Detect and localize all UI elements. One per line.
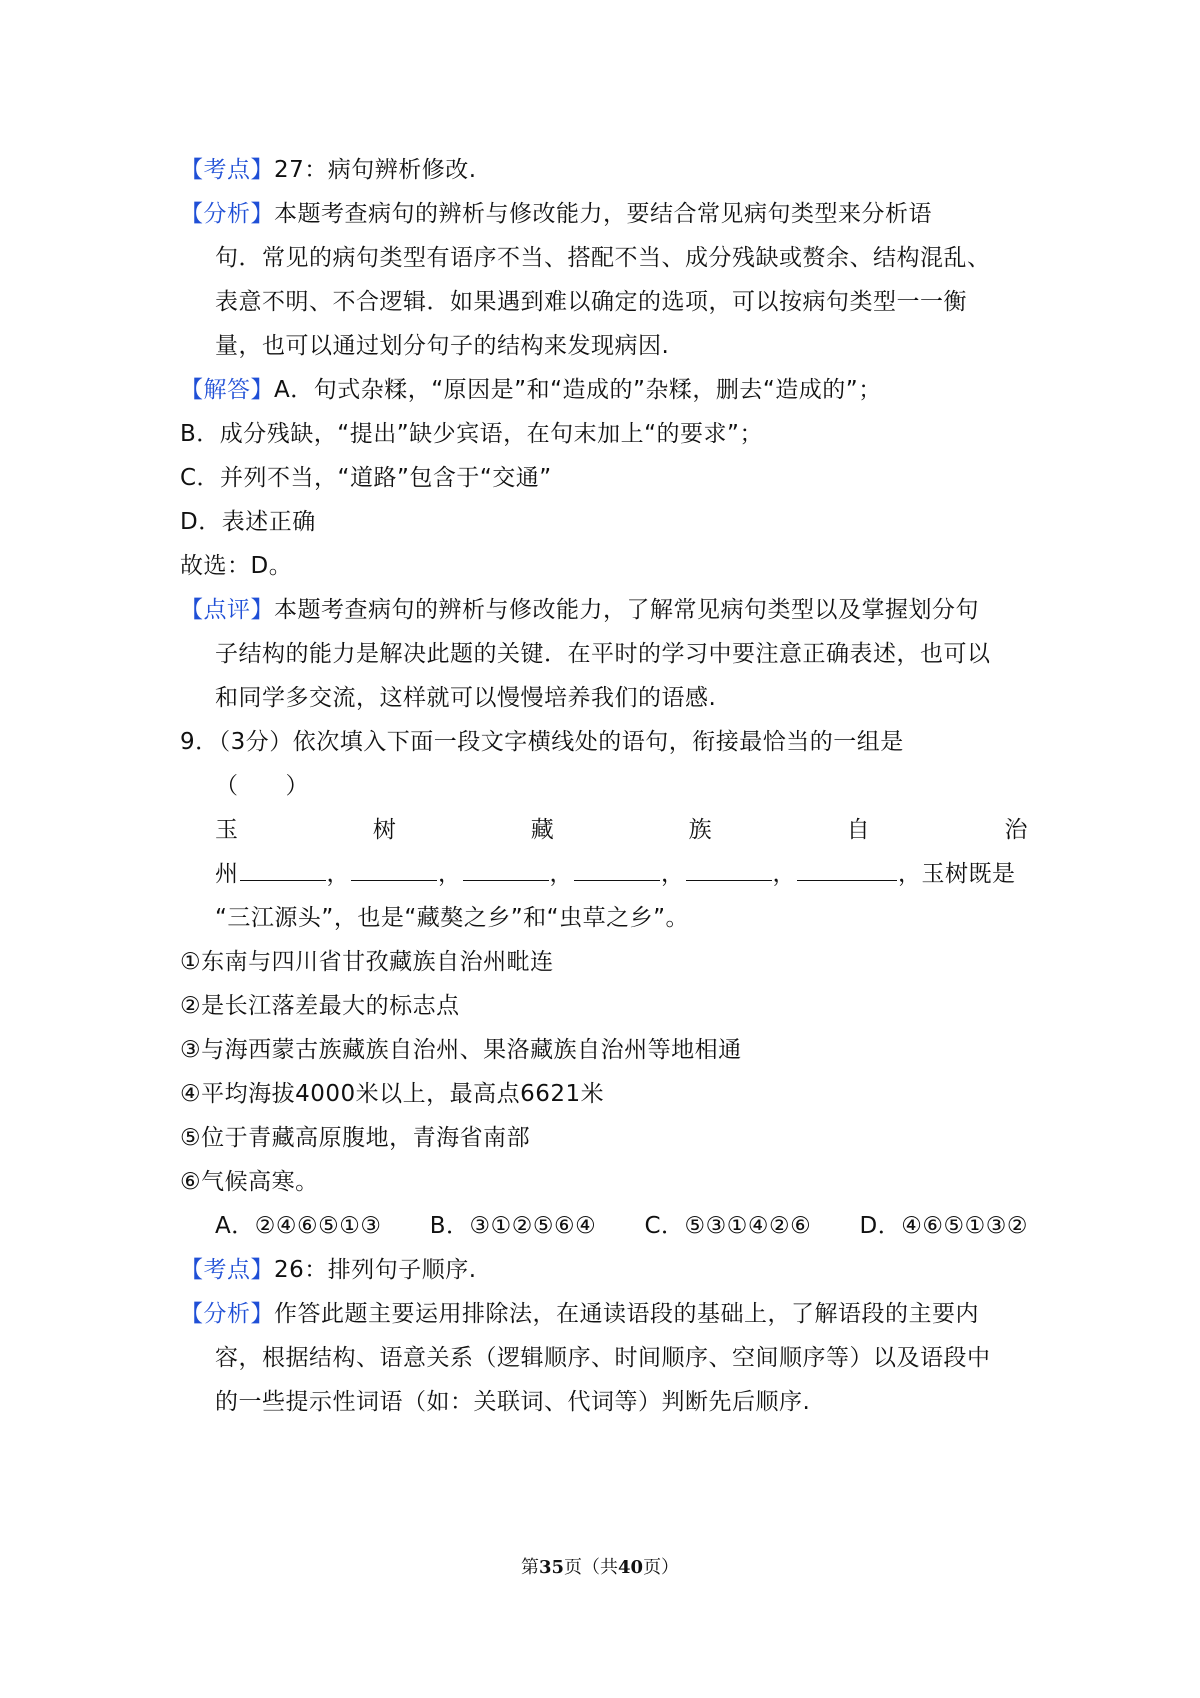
fenxi-line-3 [215, 278, 1028, 326]
fenxi-2-line-2 [215, 1334, 1028, 1382]
dianping-tag-1: 【点评】 [180, 597, 274, 623]
dianping-text-1-2: 和同学多交流，这样就可以慢慢培养我们的语感. [215, 685, 717, 711]
fenxi-text-1-1: 句．常见的病句类型有语序不当、搭配不当、成分残缺或赘余、结构混乱、 [215, 245, 991, 271]
jieda-line-answer [180, 542, 1028, 590]
kaodian-tag-1: 【考点】 [180, 157, 274, 183]
jieda-d-text: D．表述正确 [180, 509, 316, 535]
fenxi-line-4 [215, 322, 1028, 370]
question-9-paren-text: （ ） [215, 773, 309, 799]
passage-separator: ， [438, 861, 462, 887]
passage-line-2-end: ，玉树既是 [898, 861, 1016, 887]
dianping-text-1-0: 本题考查病句的辨析与修改能力，了解常见病句类型以及掌握划分句 [274, 597, 979, 623]
passage-line-2-start: 州 [215, 861, 239, 887]
passage-separator: ， [661, 861, 685, 887]
answer-blank-4[interactable] [574, 854, 660, 881]
passage-char: 自 [846, 817, 871, 843]
current-page-number: 35 [538, 1557, 564, 1578]
passage-line-2 [215, 850, 1028, 898]
jieda-line-b [180, 410, 1028, 458]
fenxi-2-line-3 [215, 1378, 1028, 1426]
item-2 [180, 982, 1028, 1030]
passage-separator: ， [326, 861, 350, 887]
answer-blank-2[interactable] [351, 854, 437, 881]
footer-middle: 页（共 [564, 1557, 618, 1578]
option-b[interactable]: B．③①②⑤⑥④ [429, 1213, 597, 1239]
item-6-text: ⑥气候高寒。 [180, 1169, 319, 1195]
total-page-count: 40 [618, 1557, 644, 1578]
jieda-tag-1: 【解答】 [180, 377, 274, 403]
answer-blank-5[interactable] [686, 854, 772, 881]
kaodian-text-1: 27：病句辨析修改. [274, 157, 477, 183]
dianping-line-1 [180, 586, 1028, 634]
fenxi-text-2-0: 作答此题主要运用排除法，在通读语段的基础上，了解语段的主要内 [274, 1301, 979, 1327]
item-4 [180, 1070, 1028, 1118]
answer-blank-6[interactable] [797, 854, 897, 881]
fenxi-text-1-3: 量，也可以通过划分句子的结构来发现病因. [215, 333, 670, 359]
kaodian-text-2: 26：排列句子顺序. [274, 1257, 477, 1283]
fenxi-text-1-2: 表意不明、不合逻辑．如果遇到难以确定的选项，可以按病句类型一一衡 [215, 289, 967, 315]
dianping-line-2 [215, 630, 1028, 678]
answer-blank-1[interactable] [240, 854, 326, 881]
passage-separator: ， [549, 861, 573, 887]
footer-prefix: 第 [520, 1557, 539, 1578]
jieda-line-d [180, 498, 1028, 546]
dianping-line-3 [215, 674, 1028, 722]
question-9-paren [215, 762, 1028, 810]
option-c[interactable]: C．⑤③①④②⑥ [644, 1213, 812, 1239]
dianping-text-1-1: 子结构的能力是解决此题的关键．在平时的学习中要注意正确表述，也可以 [215, 641, 991, 667]
item-6 [180, 1158, 1028, 1206]
jieda-b-text: B．成分残缺，“提出”缺少宾语，在句末加上“的要求”； [180, 421, 763, 447]
fenxi-text-1-0: 本题考查病句的辨析与修改能力，要结合常见病句类型来分析语 [274, 201, 932, 227]
fenxi-tag-1: 【分析】 [180, 201, 274, 227]
options-row [215, 1202, 1028, 1250]
jieda-line-c [180, 454, 1028, 502]
question-9-stem-text: 9．（3分）依次填入下面一段文字横线处的语句，衔接最恰当的一组是 [180, 729, 904, 755]
passage-separator: ， [772, 861, 796, 887]
passage-char: 树 [372, 817, 397, 843]
item-1 [180, 938, 1028, 986]
item-3-text: ③与海西蒙古族藏族自治州、果洛藏族自治州等地相通 [180, 1037, 742, 1063]
passage-line-3-text: “三江源头”，也是“藏獒之乡”和“虫草之乡”。 [215, 905, 689, 931]
footer-suffix: 页） [643, 1557, 680, 1578]
kaodian-tag-2: 【考点】 [180, 1257, 274, 1283]
jieda-answer-text: 故选：D。 [180, 553, 293, 579]
answer-blank-3[interactable] [463, 854, 549, 881]
passage-char: 治 [1004, 817, 1028, 843]
item-5 [180, 1114, 1028, 1162]
option-d[interactable]: D．④⑥⑤①③② [859, 1213, 1028, 1239]
fenxi-line-1 [180, 190, 1028, 238]
jieda-text-1: A．句式杂糅，“原因是”和“造成的”杂糅，删去“造成的”； [274, 377, 882, 403]
fenxi-2-line-1 [180, 1290, 1028, 1338]
passage-line-1 [215, 806, 1028, 854]
kaodian-line-2 [180, 1246, 1028, 1294]
option-a[interactable]: A．②④⑥⑤①③ [215, 1213, 382, 1239]
fenxi-line-2 [215, 234, 1028, 282]
jieda-c-text: C．并列不当，“道路”包含于“交通” [180, 465, 552, 491]
passage-line-3 [215, 894, 1028, 942]
passage-char: 玉 [215, 817, 239, 843]
jieda-line-1 [180, 366, 1028, 414]
fenxi-text-2-2: 的一些提示性词语（如：关联词、代词等）判断先后顺序. [215, 1389, 811, 1415]
question-9-stem [180, 718, 1028, 766]
fenxi-tag-2: 【分析】 [180, 1301, 274, 1327]
passage-char: 藏 [530, 817, 555, 843]
item-4-text: ④平均海拔4000米以上，最高点6621米 [180, 1081, 605, 1107]
fenxi-text-2-1: 容，根据结构、语意关系（逻辑顺序、时间顺序、空间顺序等）以及语段中 [215, 1345, 991, 1371]
kaodian-line-1 [180, 146, 1028, 194]
item-1-text: ①东南与四川省甘孜藏族自治州毗连 [180, 949, 554, 975]
page-footer [0, 1553, 1200, 1583]
item-3 [180, 1026, 1028, 1074]
item-2-text: ②是长江落差最大的标志点 [180, 993, 460, 1019]
passage-char: 族 [688, 817, 713, 843]
item-5-text: ⑤位于青藏高原腹地，青海省南部 [180, 1125, 531, 1151]
